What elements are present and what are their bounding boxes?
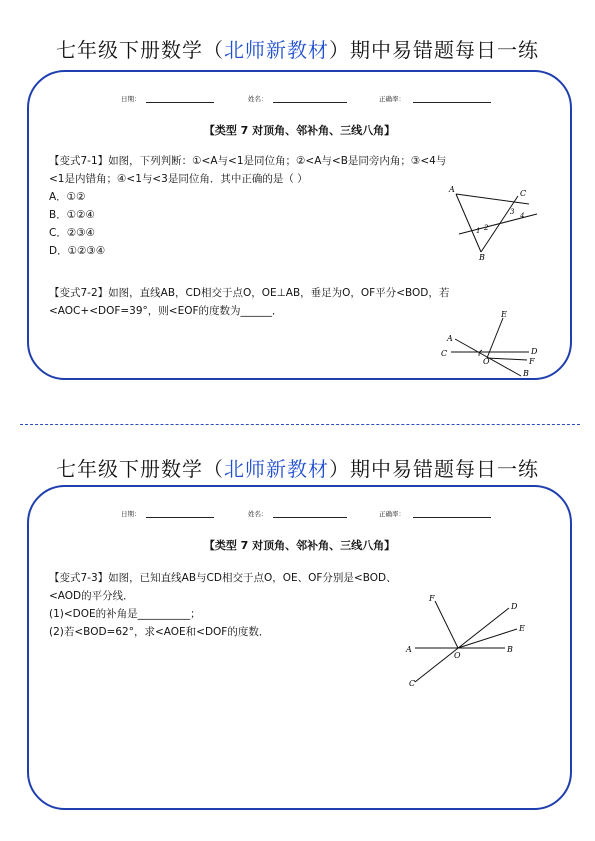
exercise-card-2 [27, 485, 572, 810]
title-prefix: 七年级下册数学（ [56, 38, 224, 62]
question-text: 【变式7-3】如图，已知直线AB与CD相交于点O，OE、OF分别是<BOD、 [49, 572, 397, 584]
label-C: C [409, 679, 416, 688]
label-E: E [519, 624, 525, 633]
option-b: B．①②④ [49, 209, 95, 221]
label-C: C [441, 349, 448, 358]
page-title [0, 34, 595, 63]
title-highlight: 北师新教材 [224, 38, 329, 62]
question-text: 【变式7-1】如图，下列判断：①<A与<1是同位角；②<A与<B是同旁内角；③<4与 [49, 155, 447, 167]
name-label: 姓名： [248, 510, 268, 518]
type-heading: 【类型 7 对顶角、邻补角、三线八角】 [203, 124, 396, 137]
accuracy-field[interactable] [413, 94, 491, 103]
date-label: 日期： [121, 95, 141, 103]
figure-7-3 [401, 591, 541, 691]
figure-7-1 [439, 182, 549, 260]
label-B: B [523, 369, 529, 378]
label-B: B [507, 645, 513, 654]
accuracy-label: 正确率： [379, 95, 405, 103]
label-D: D [531, 347, 538, 356]
accuracy-field[interactable] [413, 509, 491, 518]
label-4: 4 [520, 212, 525, 220]
title-prefix: 七年级下册数学（ [56, 457, 224, 481]
label-A: A [449, 185, 455, 194]
question-part-1: (1)<DOE的补角是__________； [49, 608, 201, 620]
option-a: A．①② [49, 191, 86, 203]
figure-7-2 [437, 308, 547, 378]
question-text: 【变式7-2】如图，直线AB，CD相交于点O，OE⊥AB，垂足为O，OF平分<BOD，若 [49, 287, 450, 299]
label-C: C [520, 189, 527, 198]
label-O: O [483, 357, 490, 366]
date-field[interactable] [146, 509, 214, 518]
date-field[interactable] [146, 94, 214, 103]
question-text: <AOC+<DOF=39°，则<EOF的度数为______． [49, 305, 283, 317]
date-label: 日期： [121, 510, 141, 518]
label-1: 1 [476, 227, 481, 235]
label-E: E [501, 310, 507, 319]
exercise-card-1 [27, 70, 572, 380]
name-field[interactable] [273, 509, 347, 518]
page-divider [20, 424, 580, 425]
title-suffix: ）期中易错题每日一练 [329, 457, 539, 481]
label-3: 3 [510, 208, 515, 216]
name-field[interactable] [273, 94, 347, 103]
page-title [0, 453, 595, 482]
label-F: F [529, 357, 535, 366]
label-2: 2 [484, 224, 489, 232]
label-B: B [479, 253, 485, 260]
type-heading: 【类型 7 对顶角、邻补角、三线八角】 [203, 539, 396, 552]
label-A: A [406, 645, 412, 654]
question-part-2: (2)若<BOD=62°，求<AOE和<DOF的度数． [49, 626, 270, 638]
accuracy-label: 正确率： [379, 510, 405, 518]
name-label: 姓名： [248, 95, 268, 103]
label-F: F [429, 594, 435, 603]
question-text: <1是内错角；④<1与<3是同位角．其中正确的是（ ） [49, 173, 308, 185]
option-d: D．①②③④ [49, 245, 106, 257]
question-text: <AOD的平分线． [49, 590, 134, 602]
title-suffix: ）期中易错题每日一练 [329, 38, 539, 62]
label-O: O [454, 651, 461, 660]
label-A: A [447, 334, 453, 343]
title-highlight: 北师新教材 [224, 457, 329, 481]
label-D: D [511, 602, 518, 611]
option-c: C．②③④ [49, 227, 96, 239]
